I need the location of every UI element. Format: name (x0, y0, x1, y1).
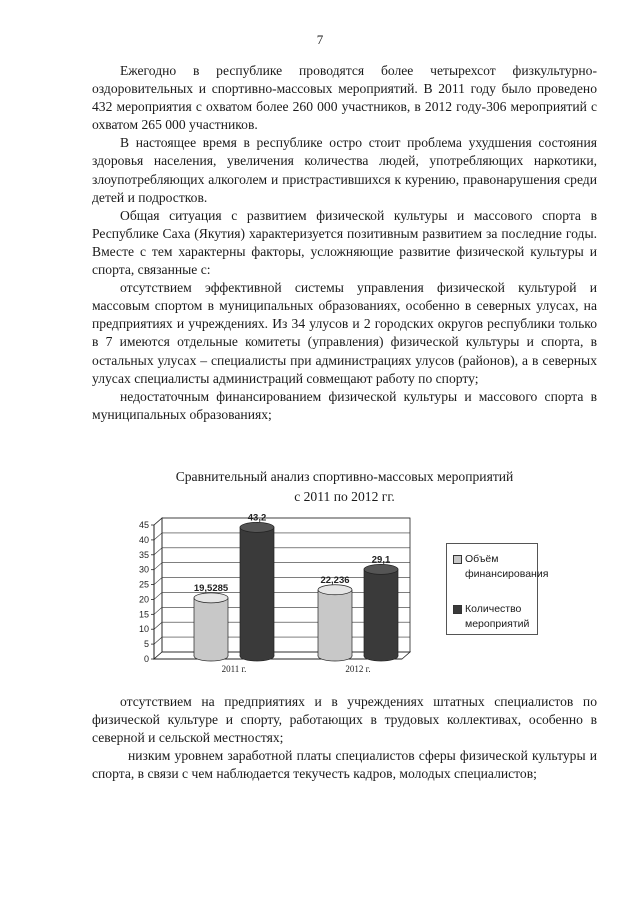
y-tick-label: 10 (138, 624, 149, 635)
bar-2012-funding-top (318, 585, 352, 595)
body-text-bottom (92, 693, 597, 783)
chart-title-line1: Сравнительный анализ спортивно-массовых мероприятий (175, 469, 514, 484)
gridline (154, 533, 410, 540)
y-tick-label: 45 (138, 520, 149, 530)
legend-label-funding: Объём финансирования (465, 553, 549, 580)
data-label-2011-events: 43,2 (247, 512, 267, 524)
page-number: 7 (316, 32, 324, 47)
legend-swatch-funding (453, 555, 462, 564)
paragraph: отсутствием эффективной системы управления физической культурой и массовым спортом в муниципальных образованиях, особенно в северных улусах, на предприятиях и учреждениях. Из 34 улусов и 2 городских округов республики только в 7 имеются отдельные комитеты (управления) физической культуры и спорта, в остальных улусах – специалисты при администрациях улусов (районов), а в северных улусах специалисты администраций совмещают работу по спорту; (92, 280, 597, 386)
paragraph: низким уровнем заработной платы специалистов сферы физической культуры и спорта, в связи с чем наблюдается текучесть кадров, молодых специалистов; (92, 748, 597, 782)
y-tick-label: 30 (138, 564, 149, 575)
y-tick-label: 0 (143, 654, 149, 664)
y-tick-label: 25 (138, 579, 149, 590)
data-label-2012-funding: 22,236 (320, 574, 350, 586)
y-tick-label: 15 (138, 609, 149, 620)
data-label-2012-events: 29,1 (371, 554, 391, 566)
bar-2012-events-top (364, 564, 398, 574)
y-tick-label: 35 (138, 549, 149, 560)
bar-2011-funding-top (194, 593, 228, 603)
bar-2011-events (240, 527, 274, 656)
y-tick-label: 40 (138, 534, 149, 545)
gridline (154, 518, 410, 525)
paragraph: Ежегодно в республике проводятся более четырехсот физкультурно-оздоровительных и спортивно-массовых мероприятий. В 2011 году было проведено 432 мероприятия с охватом более 260 000 участников, в 2012 году-306 мероприятий с охватом 265 000 участников. (92, 63, 597, 133)
paragraph: отсутствием на предприятиях и в учреждениях штатных специалистов по физической культуре и спорту, работающих в трудовых коллективах, особенно в северной и сельской местностях; (92, 694, 597, 746)
bar-2012-funding (318, 590, 352, 656)
legend-swatch-events (453, 605, 462, 614)
data-label-2011-funding: 19,5285 (193, 582, 229, 594)
x-tick-label-2011: 2011 г. (221, 664, 247, 674)
paragraph: Общая ситуация с развитием физической культуры и массового спорта в Республике Саха (Якутия) характеризуется позитивным развитием за последние годы. Вместе с тем характерны факторы, усложняющие развитие физической культуры и спорта, связанные с: (92, 207, 597, 278)
chart-title-line2: с 2011 по 2012 гг. (294, 489, 395, 504)
x-tick-label-2012: 2012 г. (345, 664, 371, 674)
y-tick-label: 20 (138, 594, 149, 605)
paragraph: В настоящее время в республике остро стоит проблема ухудшения состояния здоровья населения, увеличения количества людей, употребляющих наркотики, злоупотребляющих алкоголем и пристрастившихся к курению, правонарушения среди детей и подростков. (92, 135, 597, 205)
body-text-top (92, 62, 597, 424)
bar-2011-events-top (240, 522, 274, 532)
paragraph: недостаточным финансированием физической культуры и массового спорта в муниципальных образованиях; (92, 388, 597, 422)
legend-label-events: Количество мероприятий (465, 603, 530, 630)
bar-2011-funding (194, 598, 228, 656)
bar-2012-events (364, 569, 398, 656)
y-tick-label: 5 (143, 639, 149, 650)
chart-legend (446, 543, 549, 635)
